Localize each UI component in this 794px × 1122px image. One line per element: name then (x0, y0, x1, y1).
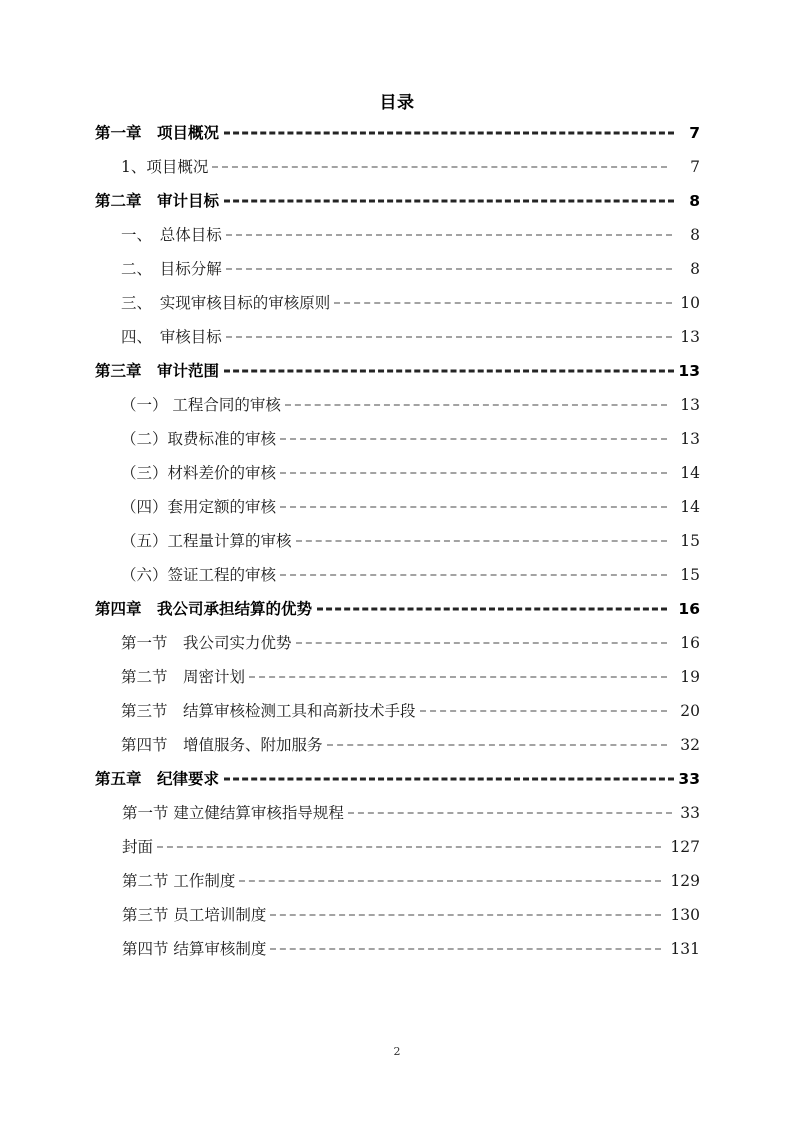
toc-leader-line (226, 268, 672, 270)
toc-leader-dots (280, 473, 667, 474)
toc-entry-label: 四、 审核目标 (121, 328, 222, 346)
toc-leader-line (224, 370, 674, 373)
toc-entry-page-number: 15 (680, 532, 700, 550)
toc-leader-dots (296, 643, 667, 644)
toc-entry[interactable] (121, 694, 700, 728)
toc-leader-line (296, 540, 667, 542)
toc-entry-label: （四）套用定额的审核 (121, 498, 277, 516)
toc-entry[interactable] (121, 660, 700, 694)
toc-entry-label: 第一节 我公司实力优势 (121, 634, 292, 652)
toc-leader-line (157, 846, 661, 848)
toc-leader-dots (348, 813, 672, 814)
toc-entry[interactable] (122, 932, 700, 966)
toc-leader-dots (285, 405, 667, 406)
toc-entry-page-number: 8 (689, 192, 700, 210)
toc-entry-page-number: 130 (670, 906, 700, 924)
toc-entry-page-number: 127 (670, 838, 700, 856)
toc-entry[interactable] (121, 728, 700, 762)
toc-leader-line (420, 710, 667, 712)
toc-leader-dots (420, 711, 667, 712)
toc-entry-page-number: 7 (689, 124, 700, 142)
toc-leader-dots (317, 609, 667, 610)
toc-leader-line (270, 914, 661, 916)
toc-entry[interactable] (121, 150, 700, 184)
toc-entry-page-number: 13 (680, 396, 700, 414)
toc-entry-label: 一、 总体目标 (121, 226, 222, 244)
toc-entry[interactable] (121, 490, 700, 524)
toc-leader-dots (226, 269, 672, 270)
toc-leader-dots (224, 133, 674, 134)
toc-leader-dots (296, 541, 667, 542)
toc-leader-dots (327, 745, 667, 746)
toc-entry[interactable] (121, 218, 700, 252)
toc-leader-dots (270, 949, 661, 950)
toc-leader-dots (226, 235, 672, 236)
toc-leader-line (334, 302, 672, 304)
toc-leader-dots (157, 847, 661, 848)
toc-leader-line (226, 234, 672, 236)
toc-entry-label: （一） 工程合同的审核 (121, 396, 281, 414)
toc-entry-label: 第五章 纪律要求 (95, 770, 220, 788)
toc-leader-dots (270, 915, 661, 916)
toc-entry-label: 第四章 我公司承担结算的优势 (95, 600, 313, 618)
toc-entry[interactable] (122, 898, 700, 932)
toc-entry-label: 第二章 审计目标 (95, 192, 220, 210)
toc-entry-page-number: 20 (680, 702, 700, 720)
toc-entry-page-number: 16 (678, 600, 700, 618)
toc-entry-label: 第四节 增值服务、附加服务 (121, 736, 323, 754)
toc-entry[interactable] (121, 422, 700, 456)
toc-leader-dots (212, 167, 667, 168)
toc-entry[interactable] (121, 252, 700, 286)
toc-entry[interactable] (95, 184, 700, 218)
toc-entry-label: 三、 实现审核目标的审核原则 (121, 294, 331, 312)
toc-leader-line (285, 404, 667, 406)
toc-entry[interactable] (95, 592, 700, 626)
toc-entry-page-number: 10 (680, 294, 700, 312)
toc-entry-label: 第三章 审计范围 (95, 362, 220, 380)
toc-entry[interactable] (122, 830, 700, 864)
toc-leader-dots (239, 881, 661, 882)
toc-entry[interactable] (95, 762, 700, 796)
toc-leader-line (296, 642, 667, 644)
toc-entry[interactable] (121, 286, 700, 320)
toc-entry-label: 第三节 结算审核检测工具和高新技术手段 (121, 702, 416, 720)
page-title: 目录 (379, 93, 415, 113)
toc-leader-line (280, 472, 667, 474)
toc-leader-line (249, 676, 667, 678)
toc-leader-dots (280, 575, 667, 576)
toc-entry-label: （二）取费标准的审核 (121, 430, 277, 448)
toc-entry[interactable] (122, 864, 700, 898)
toc-leader-dots (280, 507, 667, 508)
toc-leader-line (348, 812, 672, 814)
toc-leader-dots (280, 439, 667, 440)
toc-entry-label: 第二节 工作制度 (122, 872, 236, 890)
toc-entry-label: 第三节 员工培训制度 (122, 906, 267, 924)
toc-entry[interactable] (121, 626, 700, 660)
table-of-contents (95, 116, 700, 966)
toc-entry-page-number: 13 (680, 430, 700, 448)
toc-entry-label: 第一节 建立健结算审核指导规程 (122, 804, 344, 822)
toc-entry-label: 1、项目概况 (121, 158, 209, 176)
toc-leader-dots (224, 779, 674, 780)
toc-entry-page-number: 8 (690, 260, 700, 278)
toc-entry-page-number: 131 (670, 940, 700, 958)
toc-entry-page-number: 19 (680, 668, 700, 686)
toc-entry-page-number: 14 (680, 464, 700, 482)
toc-entry-page-number: 15 (680, 566, 700, 584)
toc-entry-label: 封面 (122, 838, 154, 856)
toc-entry-label: （五）工程量计算的审核 (121, 532, 292, 550)
toc-entry-page-number: 32 (680, 736, 700, 754)
toc-entry[interactable] (95, 354, 700, 388)
toc-leader-dots (226, 337, 672, 338)
toc-entry[interactable] (121, 388, 700, 422)
toc-entry[interactable] (121, 524, 700, 558)
toc-entry-label: 第四节 结算审核制度 (122, 940, 267, 958)
toc-entry-page-number: 7 (690, 158, 700, 176)
toc-leader-dots (224, 201, 674, 202)
toc-entry[interactable] (122, 796, 700, 830)
toc-entry-page-number: 14 (680, 498, 700, 516)
toc-entry-label: （三）材料差价的审核 (121, 464, 277, 482)
toc-entry[interactable] (121, 456, 700, 490)
toc-entry-label: 第二节 周密计划 (121, 668, 246, 686)
toc-leader-line (224, 132, 674, 135)
toc-leader-line (226, 336, 672, 338)
toc-entry-page-number: 33 (680, 804, 700, 822)
toc-leader-line (280, 438, 667, 440)
toc-entry-page-number: 13 (678, 362, 700, 380)
toc-leader-line (280, 574, 667, 576)
toc-entry-label: （六）签证工程的审核 (121, 566, 277, 584)
toc-entry-page-number: 129 (670, 872, 700, 890)
toc-entry-label: 二、 目标分解 (121, 260, 222, 278)
toc-entry-page-number: 8 (690, 226, 700, 244)
toc-leader-line (317, 608, 667, 611)
toc-leader-line (224, 200, 674, 203)
toc-entry-page-number: 16 (680, 634, 700, 652)
toc-leader-line (212, 166, 667, 168)
toc-leader-line (224, 778, 674, 781)
toc-leader-line (270, 948, 661, 950)
toc-leader-line (327, 744, 667, 746)
toc-leader-dots (334, 303, 672, 304)
toc-leader-line (239, 880, 661, 882)
toc-entry[interactable] (121, 320, 700, 354)
toc-entry[interactable] (95, 116, 700, 150)
toc-entry-page-number: 33 (678, 770, 700, 788)
toc-leader-line (280, 506, 667, 508)
toc-entry[interactable] (121, 558, 700, 592)
toc-entry-label: 第一章 项目概况 (95, 124, 220, 142)
toc-leader-dots (249, 677, 667, 678)
footer-page-number: 2 (393, 1045, 401, 1058)
toc-entry-page-number: 13 (680, 328, 700, 346)
toc-leader-dots (224, 371, 674, 372)
